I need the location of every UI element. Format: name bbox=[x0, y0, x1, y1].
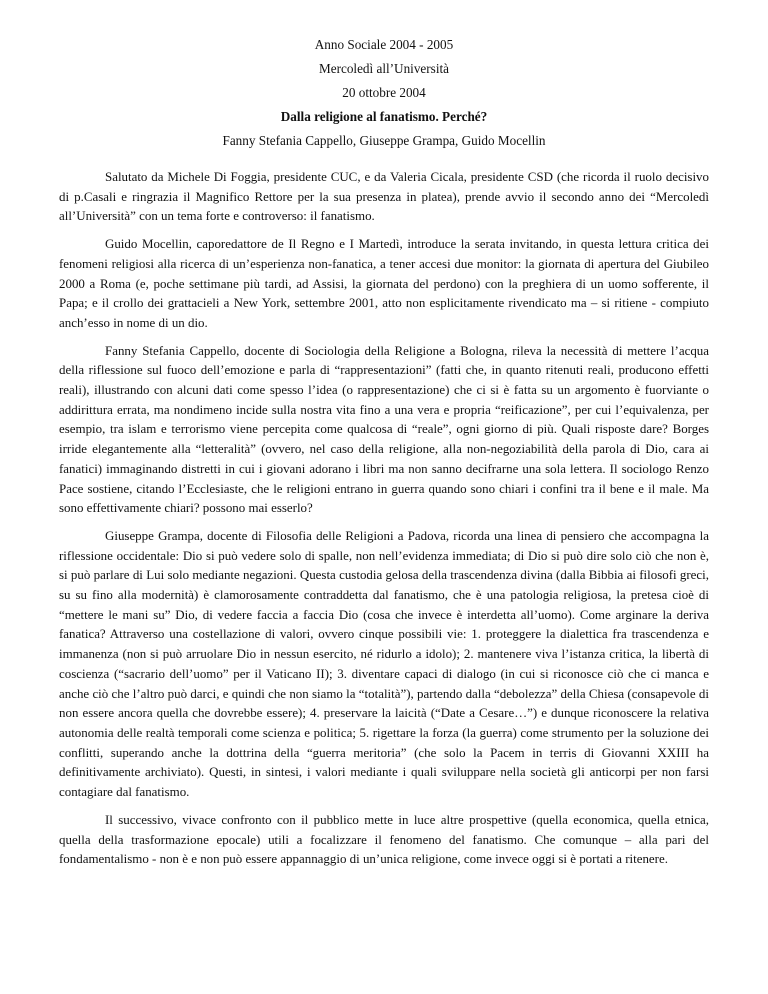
paragraph-conclusion: Il successivo, vivace confronto con il pubblico mette in luce altre prospettive (quella economica, quella etnica, quella della trasformazione epocale) utili a focalizzare il fenomeno del fanatismo. Che comunque – alla pari del fondamentalismo - non è e non può essere appannaggio di un’unica religione, come invece oggi si è portati a ritenere. bbox=[59, 811, 709, 867]
paragraph-mocellin: Guido Mocellin, caporedattore de Il Regno e I Martedì, introduce la serata invitando, in questa lettura critica dei fenomeni religiosi alla ricerca di un’esperienza non-fanatica, a tener accesi due monitor: la giornata di apertura del Giubileo 2000 a Roma (e, poche settimane più tardi, ad Assisi, la giornata del perdono) con la preghiera di un uomo sofferente, il Papa; e il crollo dei grattacieli a New York, settembre 2001, atto non esplicitamente rivendicato ma – si ritiene - compiuto anch’esso in nome di un dio. bbox=[59, 236, 709, 330]
event-title: Dalla religione al fanatismo. Perché? bbox=[280, 109, 488, 124]
paragraph-grampa: Giuseppe Grampa, docente di Filosofia delle Religioni a Padova, ricorda una linea di pensiero che accompagna la riflessione occidentale: Dio si può vedere solo di spalle, non nell’evidenza immediata; di Dio si può dire solo ciò che non è, si può parlare di Lui solo mediante negazioni. Questa custodia gelosa della trascendenza divina (dalla Bibbia ai filosofi greci, su su fino alla modernità) è clamorosamente contraddetta dal fanatismo, che è una patologia religiosa, la pretesa cioè di “mettere le mani su” Dio, di vedere faccia a faccia Dio (cosa che invece è interdetta all’uomo). Come arginare la deriva fanatica? Attraverso una costellazione di valori, ovvero cinque possibili vie: 1. proteggere la dialettica fra trascendenza e immanenza (non si può arruolare Dio in nessun esercito, né ridurlo a idolo); 2. mantenere viva l’istanza critica, la libertà di coscienza (“sacrario dell’uomo” per il Vaticano II); 3. diventare capaci di dialogo (in cui si riconosce ciò che ci manca e anche ciò che l’altro può darci, e quindi che non siamo la “totalità”), partendo dalla “debolezza” della Chiesa (consapevole di non essere ancora quella che dovrebbe essere); 4. preservare la laicità (“Date a Cesare…”) e dunque riconoscere la relativa autonomia delle realtà temporali come scienza e politica; 5. rigettare la forza (la guerra) come strumento per la soluzione dei conflitti, superando anche la dottrina della “guerra meritoria” (che solo la Pacem in terris di Giovanni XXIII ha definitivamente archiviato). Questi, in sintesi, i valori mediante i quali sviluppare nella società gli anticorpi per non farsi contagiare dal fanatismo. bbox=[59, 527, 709, 800]
academic-year: Anno Sociale 2004 - 2005 bbox=[314, 37, 454, 52]
paragraph-intro: Salutato da Michele Di Foggia, presidente CUC, e da Valeria Cicala, presidente CSD (che ricorda il ruolo decisivo di p.Casali e ringrazia il Magnifico Rettore per la sua presenza in platea), prende avvio il secondo anno dei “Mercoledì all’Università” con un tema forte e controverso: il fanatismo. bbox=[59, 169, 709, 224]
event-series: Mercoledì all’Università bbox=[319, 61, 449, 76]
document-page bbox=[59, 33, 709, 877]
paragraph-cappello: Fanny Stefania Cappello, docente di Sociologia della Religione a Bologna, rileva la necessità di mettere l’acqua della riflessione sul fuoco dell’emozione e parla di “rappresentazioni” (fatti che, in quanto ritenuti reali, producono effetti reali), illustrando con alcuni dati come spesso l’idea (o rappresentazione) che ci si è fatta su un argomento è fuorviante o addirittura errata, ma nondimeno incide sulla nostra vita fino a una vera e propria “reificazione”, per cui l’equivalenza, per esempio, tra islam e terrorismo viene percepita come qualcosa di “reale”, ogni giorno di più. Quali risposte dare? Borges irride elegantemente alla “letteralità” (ovvero, nel caso della religione, alla non-negoziabilità della parola di Dio, cara ai fanatici) immaginando distretti in cui i giovani adorano i libri ma non sanno decifrarne una sola lettera. Il sociologo Renzo Pace sostiene, citando l’Ecclesiaste, che le religioni entrano in guerra quando sono chiari i confini tra il bene e il male. Ma sono effettivamente chiari? possono mai esserlo? bbox=[59, 342, 709, 516]
event-date: 20 ottobre 2004 bbox=[342, 85, 426, 100]
speakers: Fanny Stefania Cappello, Giuseppe Grampa, Guido Mocellin bbox=[222, 133, 546, 148]
